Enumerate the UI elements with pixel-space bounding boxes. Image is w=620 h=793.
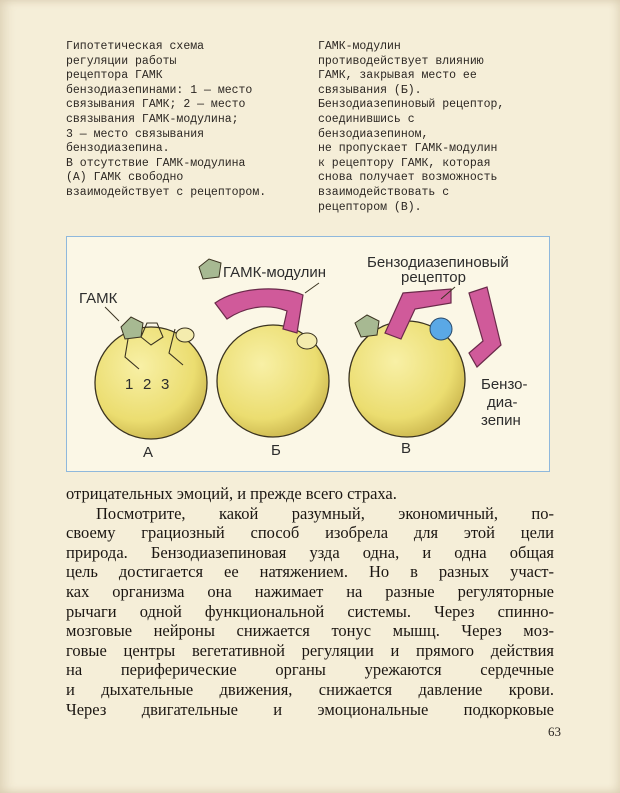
caption-line: соединившись с: [318, 112, 415, 126]
gaba-molecule-b: [199, 259, 221, 279]
gaba-label: ГАМК: [79, 290, 118, 307]
body-line: мозговые нейроны снижается тонус мышц. Через моз-: [66, 621, 554, 641]
body-line: на периферические органы урежаются сердечные: [66, 660, 554, 680]
gaba-pointer-arrow: [105, 307, 119, 321]
gaba-modulin-arrow: [305, 283, 319, 293]
caption-line: к рецептору ГАМК, которая: [318, 156, 491, 170]
site-number-1: 1: [125, 376, 134, 393]
caption-line: В отсутствие ГАМК-модулина: [66, 156, 246, 170]
body-line: Посмотрите, какой разумный, экономичный, по-: [96, 503, 554, 523]
benzodiazepine-molecule: [430, 318, 452, 340]
site-number-3: 3: [161, 376, 170, 393]
caption-line: регуляции работы: [66, 54, 177, 68]
gaba-modulin-displaced: [469, 287, 501, 367]
caption-line: рецептором (В).: [318, 200, 422, 214]
body-line: рычаги одной функциональной системы. Через спинно-: [66, 601, 554, 621]
gaba-molecule-c: [355, 315, 379, 337]
body-line: говые центры вегетативной регуляции и прямого действия: [66, 640, 554, 660]
caption-line: (А) ГАМК свободно: [66, 171, 184, 185]
benzodiazepine-label-line2: диа-: [487, 394, 518, 411]
caption-line: связывания (Б).: [318, 83, 422, 97]
benzodiazepine-label-line1: Бензо-: [481, 376, 528, 393]
receptor-diagram: [66, 236, 550, 472]
figure-caption-right: [318, 40, 550, 215]
panel-label-c: В: [401, 440, 412, 457]
site-number-2: 2: [143, 376, 152, 393]
body-text: [66, 484, 554, 719]
caption-line: ГАМК-модулин: [318, 40, 401, 53]
body-line: своему грациозный способ изобрела для этой цели: [66, 523, 554, 543]
body-line: ках организма она нажимает на разные регуляторные: [66, 581, 554, 601]
body-line: Через двигательные и эмоциональные подкорковые: [66, 699, 554, 719]
caption-line: ГАМК, закрывая место ее: [318, 69, 477, 83]
caption-line: не пропускает ГАМК-модулин: [318, 142, 498, 156]
bz-receptor-label-line1: Бензодиазепиновый: [367, 254, 509, 271]
binding-site-3-a: [176, 328, 194, 342]
gaba-molecule-a: [121, 317, 143, 339]
figure-caption-left: [66, 40, 298, 201]
body-line: отрицательных эмоций, и прежде всего страха.: [66, 484, 397, 503]
caption-line: 3 — место связывания: [66, 127, 205, 141]
body-line: природа. Бензодиазепиновая узда одна, и одна общая: [66, 542, 554, 562]
caption-line: бензодиазепина.: [66, 142, 170, 156]
panel-label-a: А: [143, 444, 154, 461]
benzodiazepine-label-line3: зепин: [481, 412, 521, 429]
receptor-diagram-svg: [67, 237, 551, 473]
caption-line: бензодиазепином,: [318, 127, 429, 141]
bz-receptor-label-line2: рецептор: [401, 269, 466, 286]
binding-site-b: [297, 333, 317, 349]
body-line: и дыхательные движения, снижается давление крови.: [66, 679, 554, 699]
caption-line: взаимодействует с рецептором.: [66, 185, 267, 199]
caption-line: бензодиазепинами: 1 — место: [66, 83, 253, 97]
caption-line: Бензодиазепиновый рецептор,: [318, 98, 505, 112]
caption-line: связывания ГАМК-модулина;: [66, 112, 239, 126]
caption-line: связывания ГАМК; 2 — место: [66, 98, 246, 112]
caption-line: взаимодействовать с: [318, 185, 450, 199]
caption-line: противодействует влиянию: [318, 54, 484, 68]
gaba-modulin-label: ГАМК-модулин: [223, 264, 327, 281]
page-number: 63: [548, 724, 561, 739]
caption-line: снова получает возможность: [318, 171, 498, 185]
caption-line: рецептора ГАМК: [66, 69, 163, 83]
body-line: цель достигается ее натяжением. Но в разных участ-: [66, 562, 554, 582]
caption-line: Гипотетическая схема: [66, 40, 205, 53]
panel-label-b: Б: [271, 442, 281, 459]
